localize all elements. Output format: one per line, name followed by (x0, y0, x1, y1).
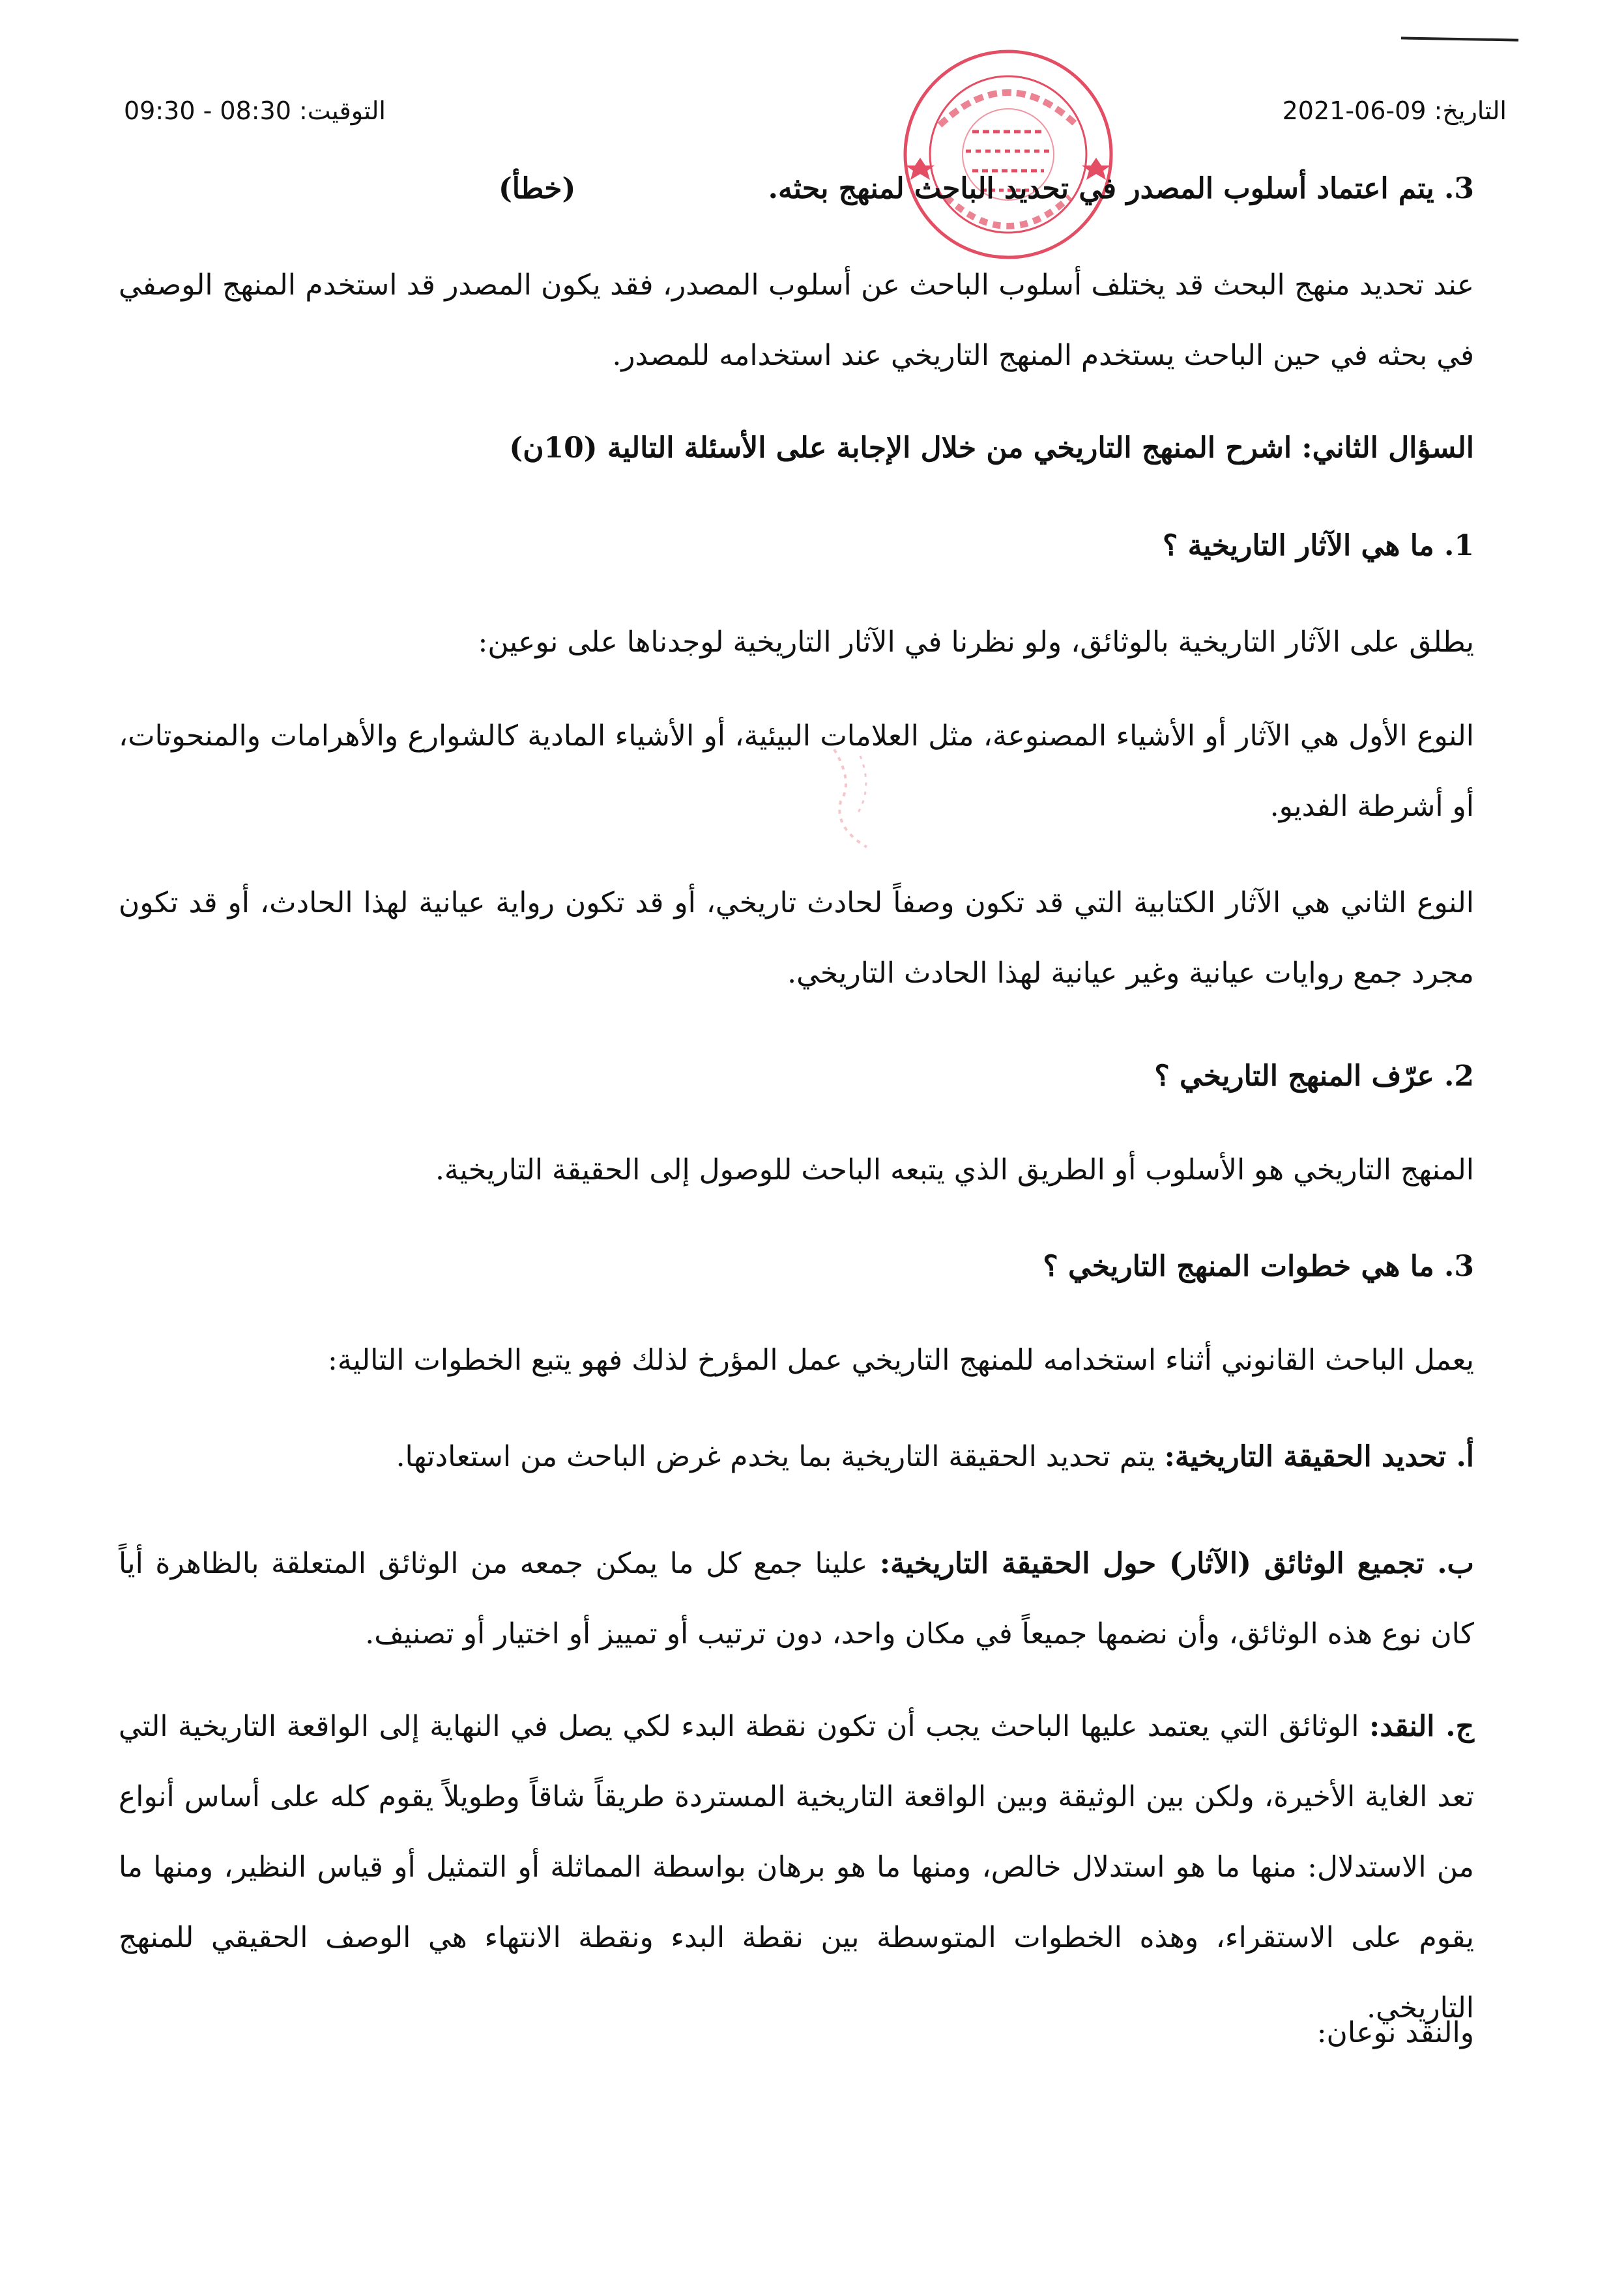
step-a-title: أ. تحديد الحقيقة التاريخية: (1164, 1440, 1474, 1473)
sub1-type2: النوع الثاني هي الآثار الكتابية التي قد تكون وصفاً لحادث تاريخي، أو قد تكون رواية عيانية لهذا الحادث، أو قد تكون مجرد جمع روايات عيانية وغير عيانية لهذا الحادث التاريخي. (119, 886, 1474, 990)
step-b-title: ب. تجميع الوثائق (الآثار) حول الحقيقة التاريخية: (879, 1547, 1474, 1580)
sub1-intro: يطلق على الآثار التاريخية بالوثائق، ولو نظرنا في الآثار التاريخية لوجدناها على نوعين: (478, 626, 1474, 659)
exam-date: التاريخ: 09-06-2021 (1282, 96, 1507, 125)
step-c (119, 1692, 1474, 2043)
q3-answer: (خطأ) (498, 172, 576, 205)
step-b-text: علينا جمع كل ما يمكن جمعه من الوثائق المتعلقة بالظاهرة أياً كان نوع هذه الوثائق، وأن نضمها جميعاً في مكان واحد، دون ترتيب أو تمييز أو اختيار أو تصنيف. (119, 1547, 1474, 1651)
step-c-title: ج. النقد: (1369, 1710, 1474, 1743)
step-c-text: الوثائق التي يعتمد عليها الباحث يجب أن تكون نقطة البدء لكي يصل في النهاية إلى الواقعة التاريخية التي تعد الغاية الأخيرة، ولكن بين الوثيقة وبين الواقعة التاريخية المستردة طريقاً شاقاً وطويلاً يقوم كله على أساس أنواع من الاستدلال: منها ما هو استدلال خالص، ومنها ما هو برهان بواسطة المماثلة أو التمثيل أو قياس النظير، ومنها ما يقوم على الاستقراء، وهذه الخطوات المتوسطة بين نقطة البدء ونقطة الانتهاء هي الوصف الحقيقي للمنهج التاريخي. (119, 1710, 1474, 2025)
question-2-title: السؤال الثاني: اشرح المنهج التاريخي من خلال الإجابة على الأسئلة التالية (10ن) (509, 431, 1474, 465)
sub1-heading: 1. ما هي الآثار التاريخية ؟ (1162, 529, 1474, 562)
sub3-intro: يعمل الباحث القانوني أثناء استخدامه للمنهج التاريخي عمل المؤرخ لذلك فهو يتبع الخطوات التالية: (328, 1344, 1474, 1377)
sub2-definition: المنهج التاريخي هو الأسلوب أو الطريق الذي يتبعه الباحث للوصول إلى الحقيقة التاريخية. (435, 1153, 1474, 1187)
scan-mark-line (1401, 36, 1518, 41)
sub1-type1: النوع الأول هي الآثار أو الأشياء المصنوعة، مثل العلامات البيئية، أو الأشياء المادية كالشوارع والأهرامات والمنحوتات، أو أشرطة الفديو. (119, 719, 1474, 823)
exam-time: التوقيت: 08:30 - 09:30 (124, 96, 386, 125)
step-b (119, 1529, 1474, 1669)
q3-explanation: عند تحديد منهج البحث قد يختلف أسلوب الباحث عن أسلوب المصدر، فقد يكون المصدر قد استخدم المنهج الوصفي في بحثه في حين الباحث يستخدم المنهج التاريخي عند استخدامه للمصدر. (119, 268, 1475, 372)
q3-statement-line (119, 154, 1474, 224)
sub2-heading: 2. عرّف المنهج التاريخي ؟ (1154, 1060, 1474, 1093)
step-a (119, 1422, 1474, 1492)
q3-statement: 3. يتم اعتماد أسلوب المصدر في تحديد الباحث لمنهج بحثه. (768, 172, 1474, 205)
critique-types: والنقد نوعان: (1316, 2016, 1474, 2049)
step-a-text: يتم تحديد الحقيقة التاريخية بما يخدم غرض الباحث من استعادتها. (396, 1440, 1165, 1473)
sub3-heading: 3. ما هي خطوات المنهج التاريخي ؟ (1043, 1250, 1474, 1283)
